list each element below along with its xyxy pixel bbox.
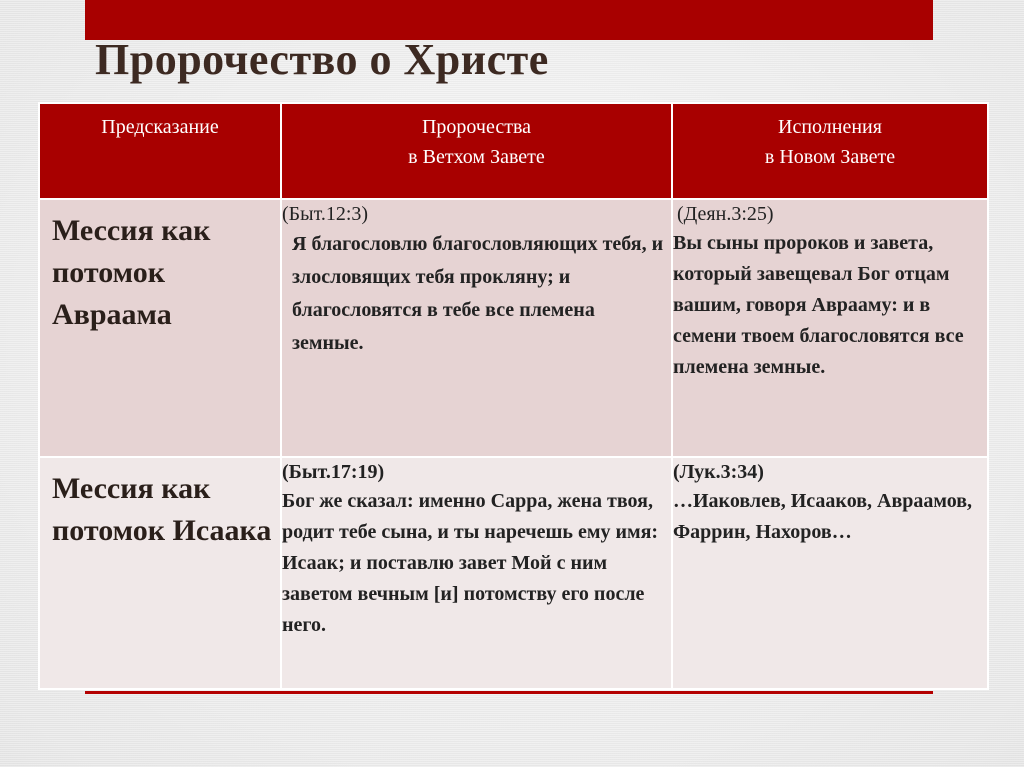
prediction-cell xyxy=(39,199,281,457)
nt-cell xyxy=(672,199,988,457)
header-prediction xyxy=(39,103,281,199)
prediction-cell xyxy=(39,457,281,689)
header-ot-line2: в Ветхом Завете xyxy=(408,146,545,168)
nt-reference: (Деян.3:25) xyxy=(677,203,774,225)
nt-quote: …Иаковлев, Исааков, Авраамов, Фаррин, Нахоров… xyxy=(673,490,973,543)
header-old-testament xyxy=(281,103,672,199)
nt-quote: Вы сыны пророков и завета, который завещевал Бог отцам вашим, говоря Аврааму: и в семени твоем благословятся все племена земные. xyxy=(673,232,964,378)
prediction-text: Мессия как потомок Авраама xyxy=(52,214,211,331)
header-nt-line2: в Новом Завете xyxy=(764,146,896,168)
ot-reference: (Быт.12:3) xyxy=(282,203,369,225)
header-nt-line1: Исполнения xyxy=(778,116,882,138)
header-ot-line1: Пророчества xyxy=(421,116,532,138)
prediction-text: Мессия как потомок Исаака xyxy=(52,472,272,547)
ot-quote: Бог же сказал: именно Сарра, жена твоя, родит тебе сына, и ты наречешь ему имя: Исаак; и поставлю завет Мой с ним заветом вечным [и] потомству его после него. xyxy=(282,490,659,636)
bottom-accent-line xyxy=(85,691,933,694)
header-prediction-label: Предсказание xyxy=(101,116,219,138)
ot-cell xyxy=(281,199,672,457)
prophecy-table xyxy=(38,102,989,690)
ot-quote: Я благословлю благословляющих тебя, и злословящих тебя прокляну; и благословятся в тебе все племена земные. xyxy=(292,233,664,354)
nt-cell xyxy=(672,457,988,689)
slide-title: Пророчество о Христе xyxy=(95,35,549,84)
ot-reference: (Быт.17:19) xyxy=(282,461,385,483)
table-row xyxy=(39,199,988,457)
table-header-row xyxy=(39,103,988,199)
table-row xyxy=(39,457,988,689)
ot-cell xyxy=(281,457,672,689)
nt-reference: (Лук.3:34) xyxy=(673,461,764,483)
header-new-testament xyxy=(672,103,988,199)
